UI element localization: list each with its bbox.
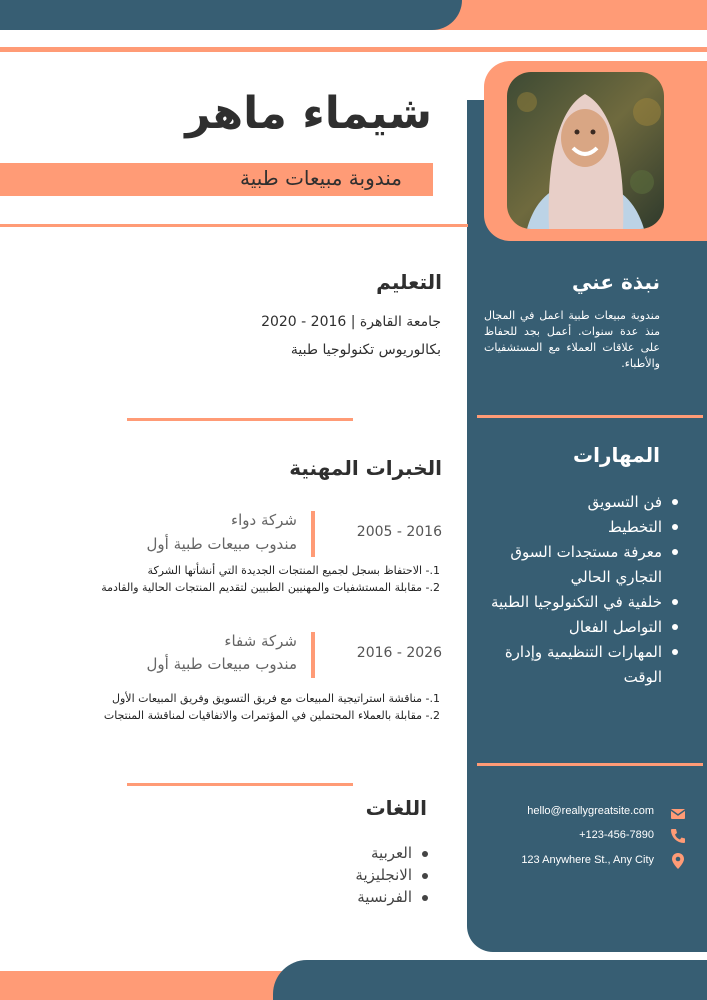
languages-list <box>300 842 430 908</box>
skill-item: التخطيط <box>480 515 680 540</box>
education-degree: بكالوريوس تكنولوجيا طبية <box>290 342 441 358</box>
job-role: مندوب مبيعات طبية أول <box>146 535 297 553</box>
header-divider <box>0 224 468 227</box>
job-role: مندوب مبيعات طبية أول <box>146 655 297 673</box>
job-point: 1.- الاحتفاظ بسجل لجميع المنتجات الجديدة التي أنشأتها الشركة <box>147 564 440 577</box>
language-item: الانجليزية <box>300 864 430 886</box>
job-company: شركة دواء <box>231 511 297 529</box>
job-point: 2.- مقابلة بالعملاء المحتملين في المؤتمرات والاتفاقيات لمناقشة المنتجات <box>103 709 440 722</box>
contact-email[interactable]: hello@reallygreatsite.com <box>527 805 654 817</box>
skills-list <box>480 490 680 690</box>
job-title: مندوبة مبيعات طبية <box>240 166 402 190</box>
education-heading: التعليم <box>376 270 442 294</box>
about-heading: نبذة عني <box>571 270 660 294</box>
job-company: شركة شفاء <box>224 632 297 650</box>
job-point: 2.- مقابلة المستشفيات والمهنيين الطبيين لتقديم المنتجات الحالية والقادمة <box>101 581 440 594</box>
phone-icon <box>670 828 686 848</box>
contact-phone[interactable]: +123-456-7890 <box>579 829 654 841</box>
section-divider <box>127 418 353 421</box>
location-pin-icon <box>670 852 686 874</box>
skill-item: التواصل الفعال <box>480 615 680 640</box>
education-school: جامعة القاهرة | 2016 - 2020 <box>261 314 441 330</box>
job-point: 1.- مناقشة استراتيجية المبيعات مع فريق التسويق وفريق المبيعات الأول <box>112 692 440 705</box>
sidebar-divider <box>477 763 703 766</box>
envelope-icon <box>670 806 686 826</box>
contact-address: 123 Anywhere St., Any City <box>521 854 654 866</box>
experience-heading: الخبرات المهنية <box>289 456 442 480</box>
language-item: الفرنسية <box>300 886 430 908</box>
sidebar-divider <box>477 415 703 418</box>
top-accent-line <box>0 47 707 52</box>
profile-photo <box>507 72 664 229</box>
section-divider <box>127 783 353 786</box>
bottom-navy-band <box>273 960 707 1000</box>
job-accent-bar <box>311 511 315 557</box>
skill-item: معرفة مستجدات السوق التجاري الحالي <box>480 540 680 590</box>
top-navy-band <box>0 0 462 30</box>
about-text: مندوبة مبيعات طبية اعمل في المجال منذ عدة سنوات. أعمل بجد للحفاظ على علاقات العملاء مع المستشفيات والأطباء. <box>484 309 660 370</box>
skill-item: خلفية في التكنولوجيا الطبية <box>480 590 680 615</box>
person-name: شيماء ماهر <box>185 88 432 139</box>
job-years: 2016 - 2026 <box>356 645 442 661</box>
skills-heading: المهارات <box>573 443 660 467</box>
language-item: العربية <box>300 842 430 864</box>
job-years: 2005 - 2016 <box>356 524 442 540</box>
job-accent-bar <box>311 632 315 678</box>
skill-item: المهارات التنظيمية وإدارة الوقت <box>480 640 680 690</box>
languages-heading: اللغات <box>365 796 427 820</box>
skill-item: فن التسويق <box>480 490 680 515</box>
